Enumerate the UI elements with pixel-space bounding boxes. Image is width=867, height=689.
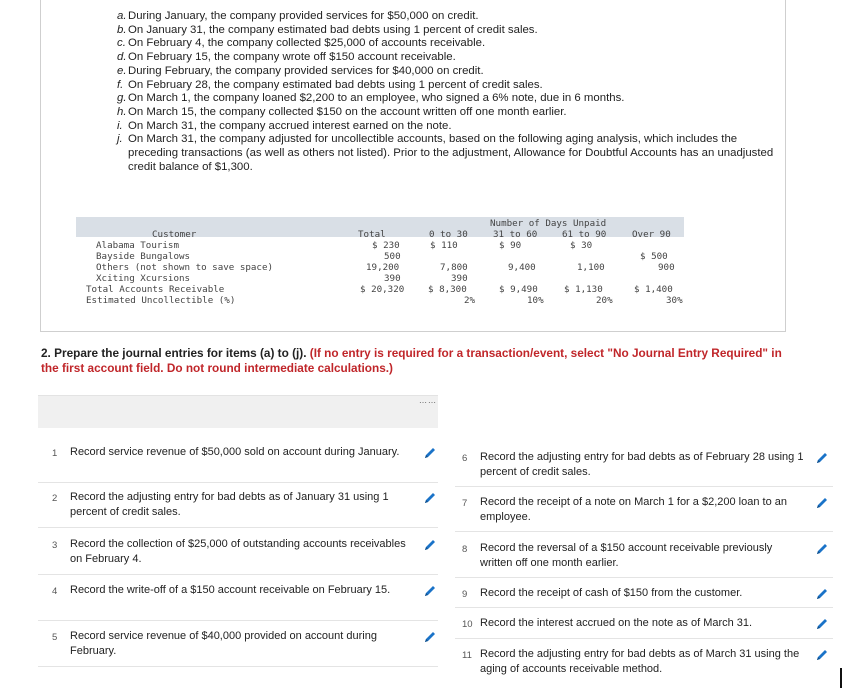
pencil-icon[interactable] xyxy=(814,495,830,511)
divider xyxy=(38,666,438,667)
panel-header-bar xyxy=(38,396,438,428)
question-text: 2. Prepare the journal entries for items (a) to (j). xyxy=(41,346,310,360)
transaction-item: g. On March 1, the company loaned $2,200 to an employee, who signed a 6% note, due in 6 months. xyxy=(117,92,625,105)
row-0-30: 390 xyxy=(451,273,468,284)
row-over-90: $ 500 xyxy=(640,251,668,262)
aging-group-header: Number of Days Unpaid xyxy=(490,218,607,229)
transaction-item: h. On March 15, the company collected $150 on the account written off one month earlier. xyxy=(117,105,567,118)
journal-item-2[interactable]: 2 Record the adjusting entry for bad debts as of January 31 using 1 percent of credit sales. xyxy=(52,490,438,520)
row-31-60: 9,400 xyxy=(508,262,536,273)
text-cursor xyxy=(840,668,842,688)
divider xyxy=(455,531,833,532)
journal-item-5[interactable]: 5 Record service revenue of $40,000 provided on account during February. xyxy=(52,629,438,659)
transaction-item: j. On March 31, the company adjusted for uncollectible accounts, based on the following aging analysis, which includes the preceding transactions (as well as others not listed). Prior to the adjustment, Allowance for Doubtful Accounts has an unadjusted credit balance of $1,300. xyxy=(117,133,774,173)
journal-item-4[interactable]: 4 Record the write-off of a $150 account receivable on February 15. xyxy=(52,583,438,599)
row-61-90: 20% xyxy=(596,295,613,306)
journal-item-3[interactable]: 3 Record the collection of $25,000 of outstanding accounts receivables on February 4. xyxy=(52,537,438,567)
pencil-icon[interactable] xyxy=(814,450,830,466)
row-over-90: 900 xyxy=(658,262,675,273)
row-61-90: $ 1,130 xyxy=(564,284,603,295)
transaction-item: e. During February, the company provided services for $40,000 on credit. xyxy=(117,64,484,77)
row-customer: Bayside Bungalows xyxy=(96,251,191,262)
row-customer: Alabama Tourism xyxy=(96,240,179,251)
pencil-icon[interactable] xyxy=(422,583,438,599)
row-total: 500 xyxy=(384,251,401,262)
pencil-icon[interactable] xyxy=(814,541,830,557)
journal-item-9[interactable]: 9 Record the receipt of cash of $150 from the customer. xyxy=(462,586,830,602)
row-over-90: $ 1,400 xyxy=(634,284,673,295)
transaction-list xyxy=(117,10,777,174)
divider xyxy=(455,607,833,608)
pencil-icon[interactable] xyxy=(422,445,438,461)
divider xyxy=(455,638,833,639)
divider xyxy=(455,486,833,487)
row-0-30: $ 110 xyxy=(430,240,458,251)
pencil-icon[interactable] xyxy=(422,490,438,506)
aging-table xyxy=(70,215,690,315)
row-over-90: 30% xyxy=(666,295,683,306)
col-header-31-60: 31 to 60 xyxy=(493,229,538,240)
col-header-total: Total xyxy=(358,229,386,240)
divider xyxy=(38,620,438,621)
question-instructions: (If no entry is required for a transaction/event, select "No Journal Entry Required" in the first account field. Do not round intermediate calculations.) xyxy=(41,346,782,375)
divider xyxy=(455,577,833,578)
journal-item-10[interactable]: 10 Record the interest accrued on the note as of March 31. xyxy=(462,616,830,632)
journal-item-11[interactable]: 11 Record the adjusting entry for bad debts as of March 31 using the aging of accounts receivable method. xyxy=(462,647,830,677)
pencil-icon[interactable] xyxy=(422,537,438,553)
pencil-icon[interactable] xyxy=(814,616,830,632)
transaction-item: c. On February 4, the company collected $25,000 of accounts receivable. xyxy=(117,37,486,50)
transaction-item: b. On January 31, the company estimated bad debts using 1 percent of credit sales. xyxy=(117,23,538,36)
col-header-over-90: Over 90 xyxy=(632,229,671,240)
divider xyxy=(38,527,438,528)
row-31-60: $ 90 xyxy=(499,240,522,251)
col-header-customer: Customer xyxy=(152,229,197,240)
divider xyxy=(38,574,438,575)
journal-item-6[interactable]: 6 Record the adjusting entry for bad debts as of February 28 using 1 percent of credit sales. xyxy=(462,450,830,480)
row-customer: Estimated Uncollectible (%) xyxy=(86,295,236,306)
transaction-item: a. During January, the company provided services for $50,000 on credit. xyxy=(117,10,479,22)
col-header-61-90: 61 to 90 xyxy=(562,229,607,240)
row-31-60: 10% xyxy=(527,295,544,306)
question-prompt xyxy=(41,346,801,375)
row-61-90: 1,100 xyxy=(577,262,605,273)
col-header-0-30: 0 to 30 xyxy=(429,229,468,240)
transaction-item: i. On March 31, the company accrued interest earned on the note. xyxy=(117,119,452,132)
row-61-90: $ 30 xyxy=(570,240,593,251)
journal-item-1[interactable]: 1 Record service revenue of $50,000 sold on account during January. xyxy=(52,445,438,461)
row-0-30: 2% xyxy=(464,295,476,306)
row-customer: Total Accounts Receivable xyxy=(86,284,225,295)
drag-handle-icon[interactable]: ⋯⋯ xyxy=(419,398,437,407)
row-customer: Xciting Xcursions xyxy=(96,273,191,284)
journal-item-7[interactable]: 7 Record the receipt of a note on March 1 for a $2,200 loan to an employee. xyxy=(462,495,830,525)
row-0-30: 7,800 xyxy=(440,262,468,273)
divider xyxy=(38,482,438,483)
row-total: $ 20,320 xyxy=(360,284,405,295)
row-0-30: $ 8,300 xyxy=(428,284,467,295)
pencil-icon[interactable] xyxy=(814,647,830,663)
row-total: 390 xyxy=(384,273,401,284)
row-customer: Others (not shown to save space) xyxy=(96,262,274,273)
transaction-item: d. On February 15, the company wrote off $150 account receivable. xyxy=(117,51,456,64)
row-total: $ 230 xyxy=(372,240,400,251)
journal-item-8[interactable]: 8 Record the reversal of a $150 account receivable previously written off one month earlier. xyxy=(462,541,830,571)
pencil-icon[interactable] xyxy=(422,629,438,645)
row-31-60: $ 9,490 xyxy=(499,284,538,295)
pencil-icon[interactable] xyxy=(814,586,830,602)
row-total: 19,200 xyxy=(366,262,400,273)
transaction-item: f. On February 28, the company estimated bad debts using 1 percent of credit sales. xyxy=(117,78,543,91)
